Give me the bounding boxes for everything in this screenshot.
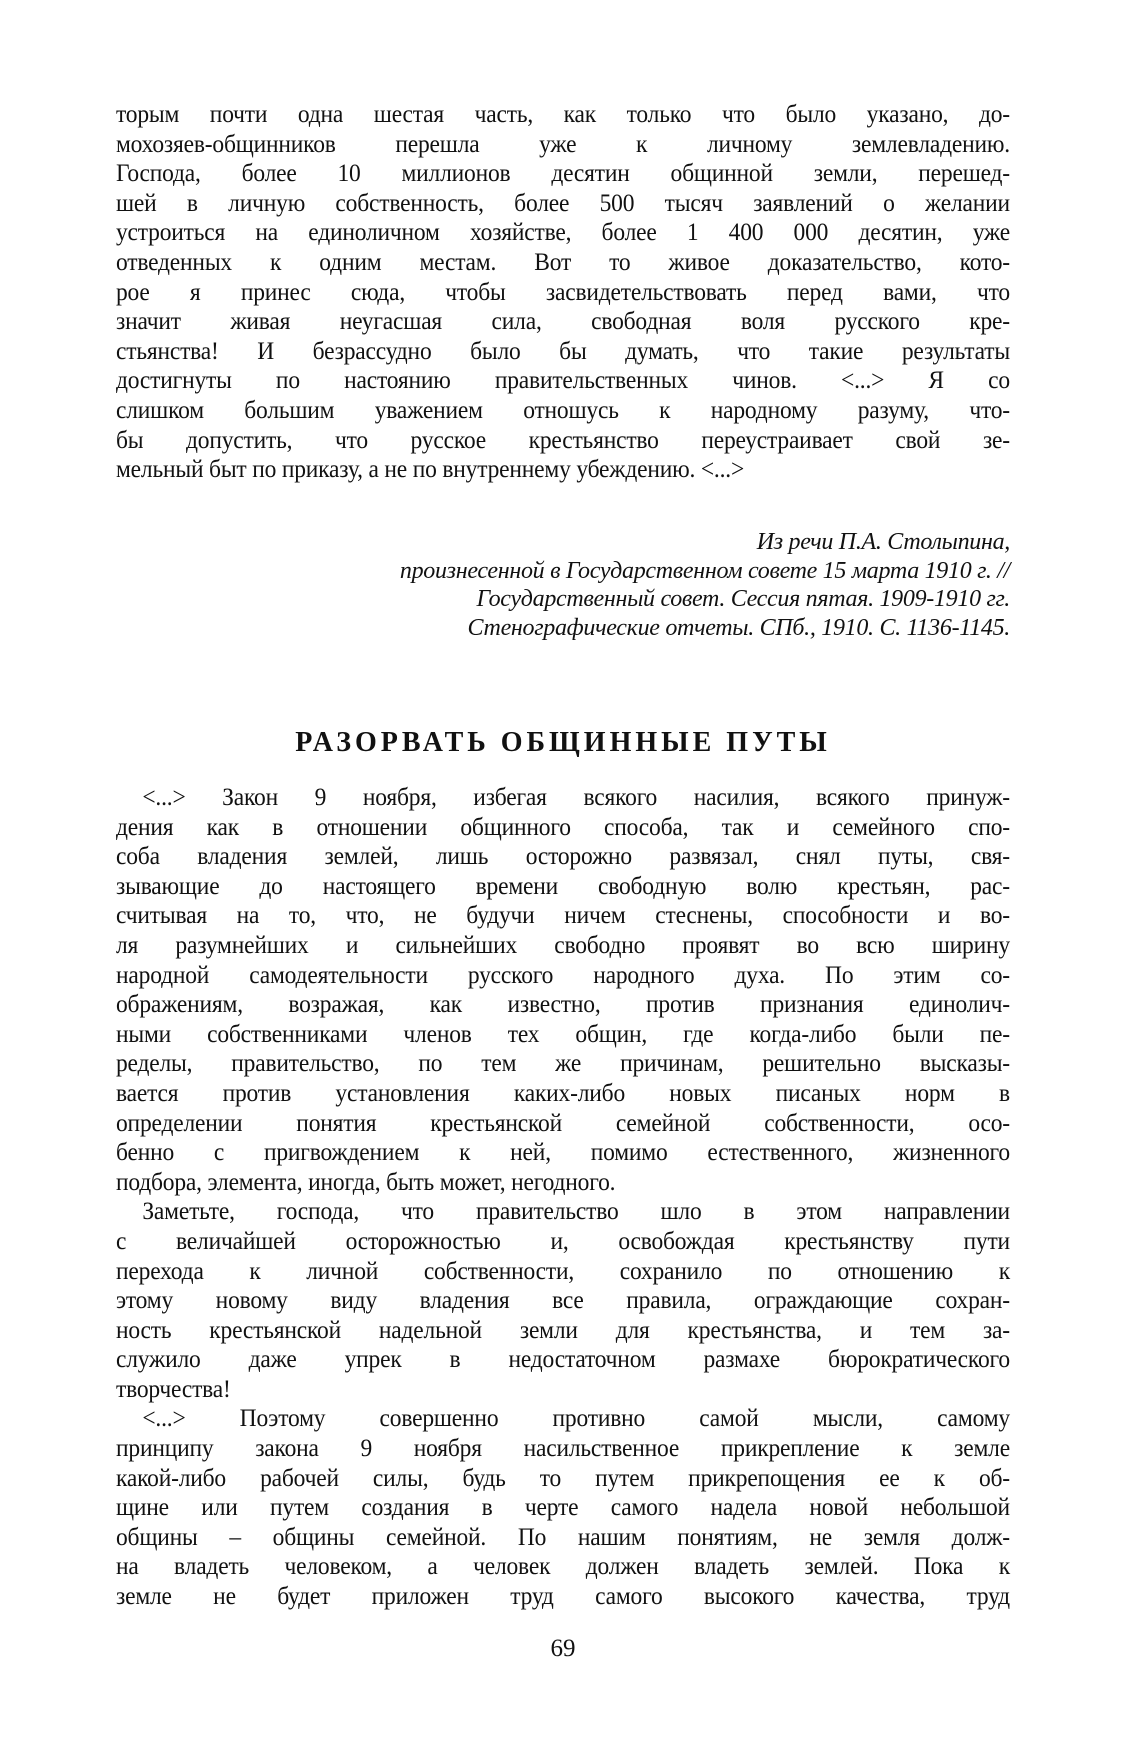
text-line: принципу закона 9 ноября насильственное прикрепление к земле [116,1435,1010,1463]
text-line: ображениям, возражая, как известно, против признания единолич- [116,991,1010,1019]
text-line: служило даже упрек в недостаточном размахе бюрократического [116,1346,1010,1374]
text-line: определении понятия крестьянской семейной собственности, осо- [116,1109,1010,1137]
text-line: соба владения землей, лишь осторожно развязал, снял путы, свя- [116,843,1010,871]
text-line: дения как в отношении общинного способа, так и семейного спо- [116,813,1010,841]
text-line: отведенных к одним местам. Вот то живое доказательство, кото- [116,248,1010,276]
text-line: мельный быт по приказу, а не по внутреннему убеждению. <...> [116,456,745,484]
text-line: <...> Закон 9 ноября, избегая всякого насилия, всякого принуж- [142,784,1010,811]
text-line: творчества! [116,1375,231,1403]
book-page [116,100,1010,1662]
section-heading: РАЗОРВАТЬ ОБЩИННЫЕ ПУТЫ [295,727,831,758]
text-line: Заметьте, господа, что правительство шло в этом направлении [142,1198,1010,1226]
citation-line: произнесенной в Государственном совете 15 марта 1910 г. // [399,557,1010,584]
text-line: зывающие до настоящего времени свободную волю крестьян, рас- [116,872,1010,900]
text-line: <...> Поэтому совершенно противно самой мысли, самому [142,1405,1010,1433]
text-line: вается против установления каких-либо новых писаных норм в [116,1079,1010,1107]
page-number: 69 [550,1635,576,1662]
citation-line: Из речи П.А. Столыпина, [756,529,1010,555]
text-line: ность крестьянской надельной земли для крестьянства, и тем за- [116,1316,1010,1344]
text-line: народной самодеятельности русского народного духа. По этим со- [116,961,1010,989]
text-line: подбора, элемента, иногда, быть может, негодного. [116,1168,616,1196]
text-line: считывая на то, что, не будучи ничем стеснены, способности и во- [116,902,1010,930]
text-line: торым почти одна шестая часть, как только что было указано, до- [116,101,1010,128]
text-line: с величайшей осторожностью и, освобождая крестьянству пути [116,1227,1010,1255]
citation-line: Государственный совет. Сессия пятая. 1909-1910 гг. [476,586,1010,612]
quote-paragraph [116,100,1010,485]
text-line: ными собственниками членов тех общин, где когда-либо были пе- [116,1020,1010,1048]
text-line: щине или путем создания в черте самого надела новой небольшой [116,1494,1010,1522]
text-line: рое я принес сюда, чтобы засвидетельствовать перед вами, что [116,278,1010,306]
text-line: ля разумнейших и сильнейших свободно проявят во всю ширину [116,931,1010,959]
citation-line: Стенографические отчеты. СПб., 1910. С. 1136-1145. [467,614,1010,641]
text-line: перехода к личной собственности, сохранило по отношению к [116,1257,1010,1285]
text-line: шей в личную собственность, более 500 тысяч заявлений о желании [116,189,1010,217]
text-line: стьянства! И безрассудно было бы думать, что такие результаты [116,337,1010,365]
paragraph [116,1404,1067,1611]
text-line: земле не будет приложен труд самого высокого качества, труд [116,1583,1010,1611]
text-line: устроиться на единоличном хозяйстве, более 1 400 000 десятин, уже [116,219,1010,247]
text-line: слишком большим уважением отношусь к народному разуму, что- [116,396,1010,424]
paragraph [116,783,1067,1197]
text-line: значит живая неугасшая сила, свободная воля русского кре- [116,308,1010,336]
paragraph [116,1197,1067,1404]
text-line: бы допустить, что русское крестьянство переустраивает свой зе- [116,426,1010,454]
text-line: этому новому виду владения все правила, ограждающие сохран- [116,1287,1010,1315]
text-line: мохозяев-общинников перешла уже к личному землевладению. [116,130,1010,158]
text-line: Господа, более 10 миллионов десятин общинной земли, перешед- [116,160,1010,188]
text-line: какой-либо рабочей силы, будь то путем прикрепощения ее к об- [116,1464,1010,1492]
text-line: бенно с пригвождением к ней, помимо естественного, жизненного [116,1139,1010,1167]
text-line: достигнуты по настоянию правительственных чинов. <...> Я со [116,367,1010,395]
section-body [116,783,1067,1612]
text-line: общины – общины семейной. По нашим понятиям, не земля долж- [116,1523,1010,1551]
text-line: ределы, правительство, по тем же причинам, решительно высказы- [116,1050,1010,1078]
text-line: на владеть человеком, а человек должен владеть землей. Пока к [116,1553,1010,1581]
source-citation [116,528,1010,642]
